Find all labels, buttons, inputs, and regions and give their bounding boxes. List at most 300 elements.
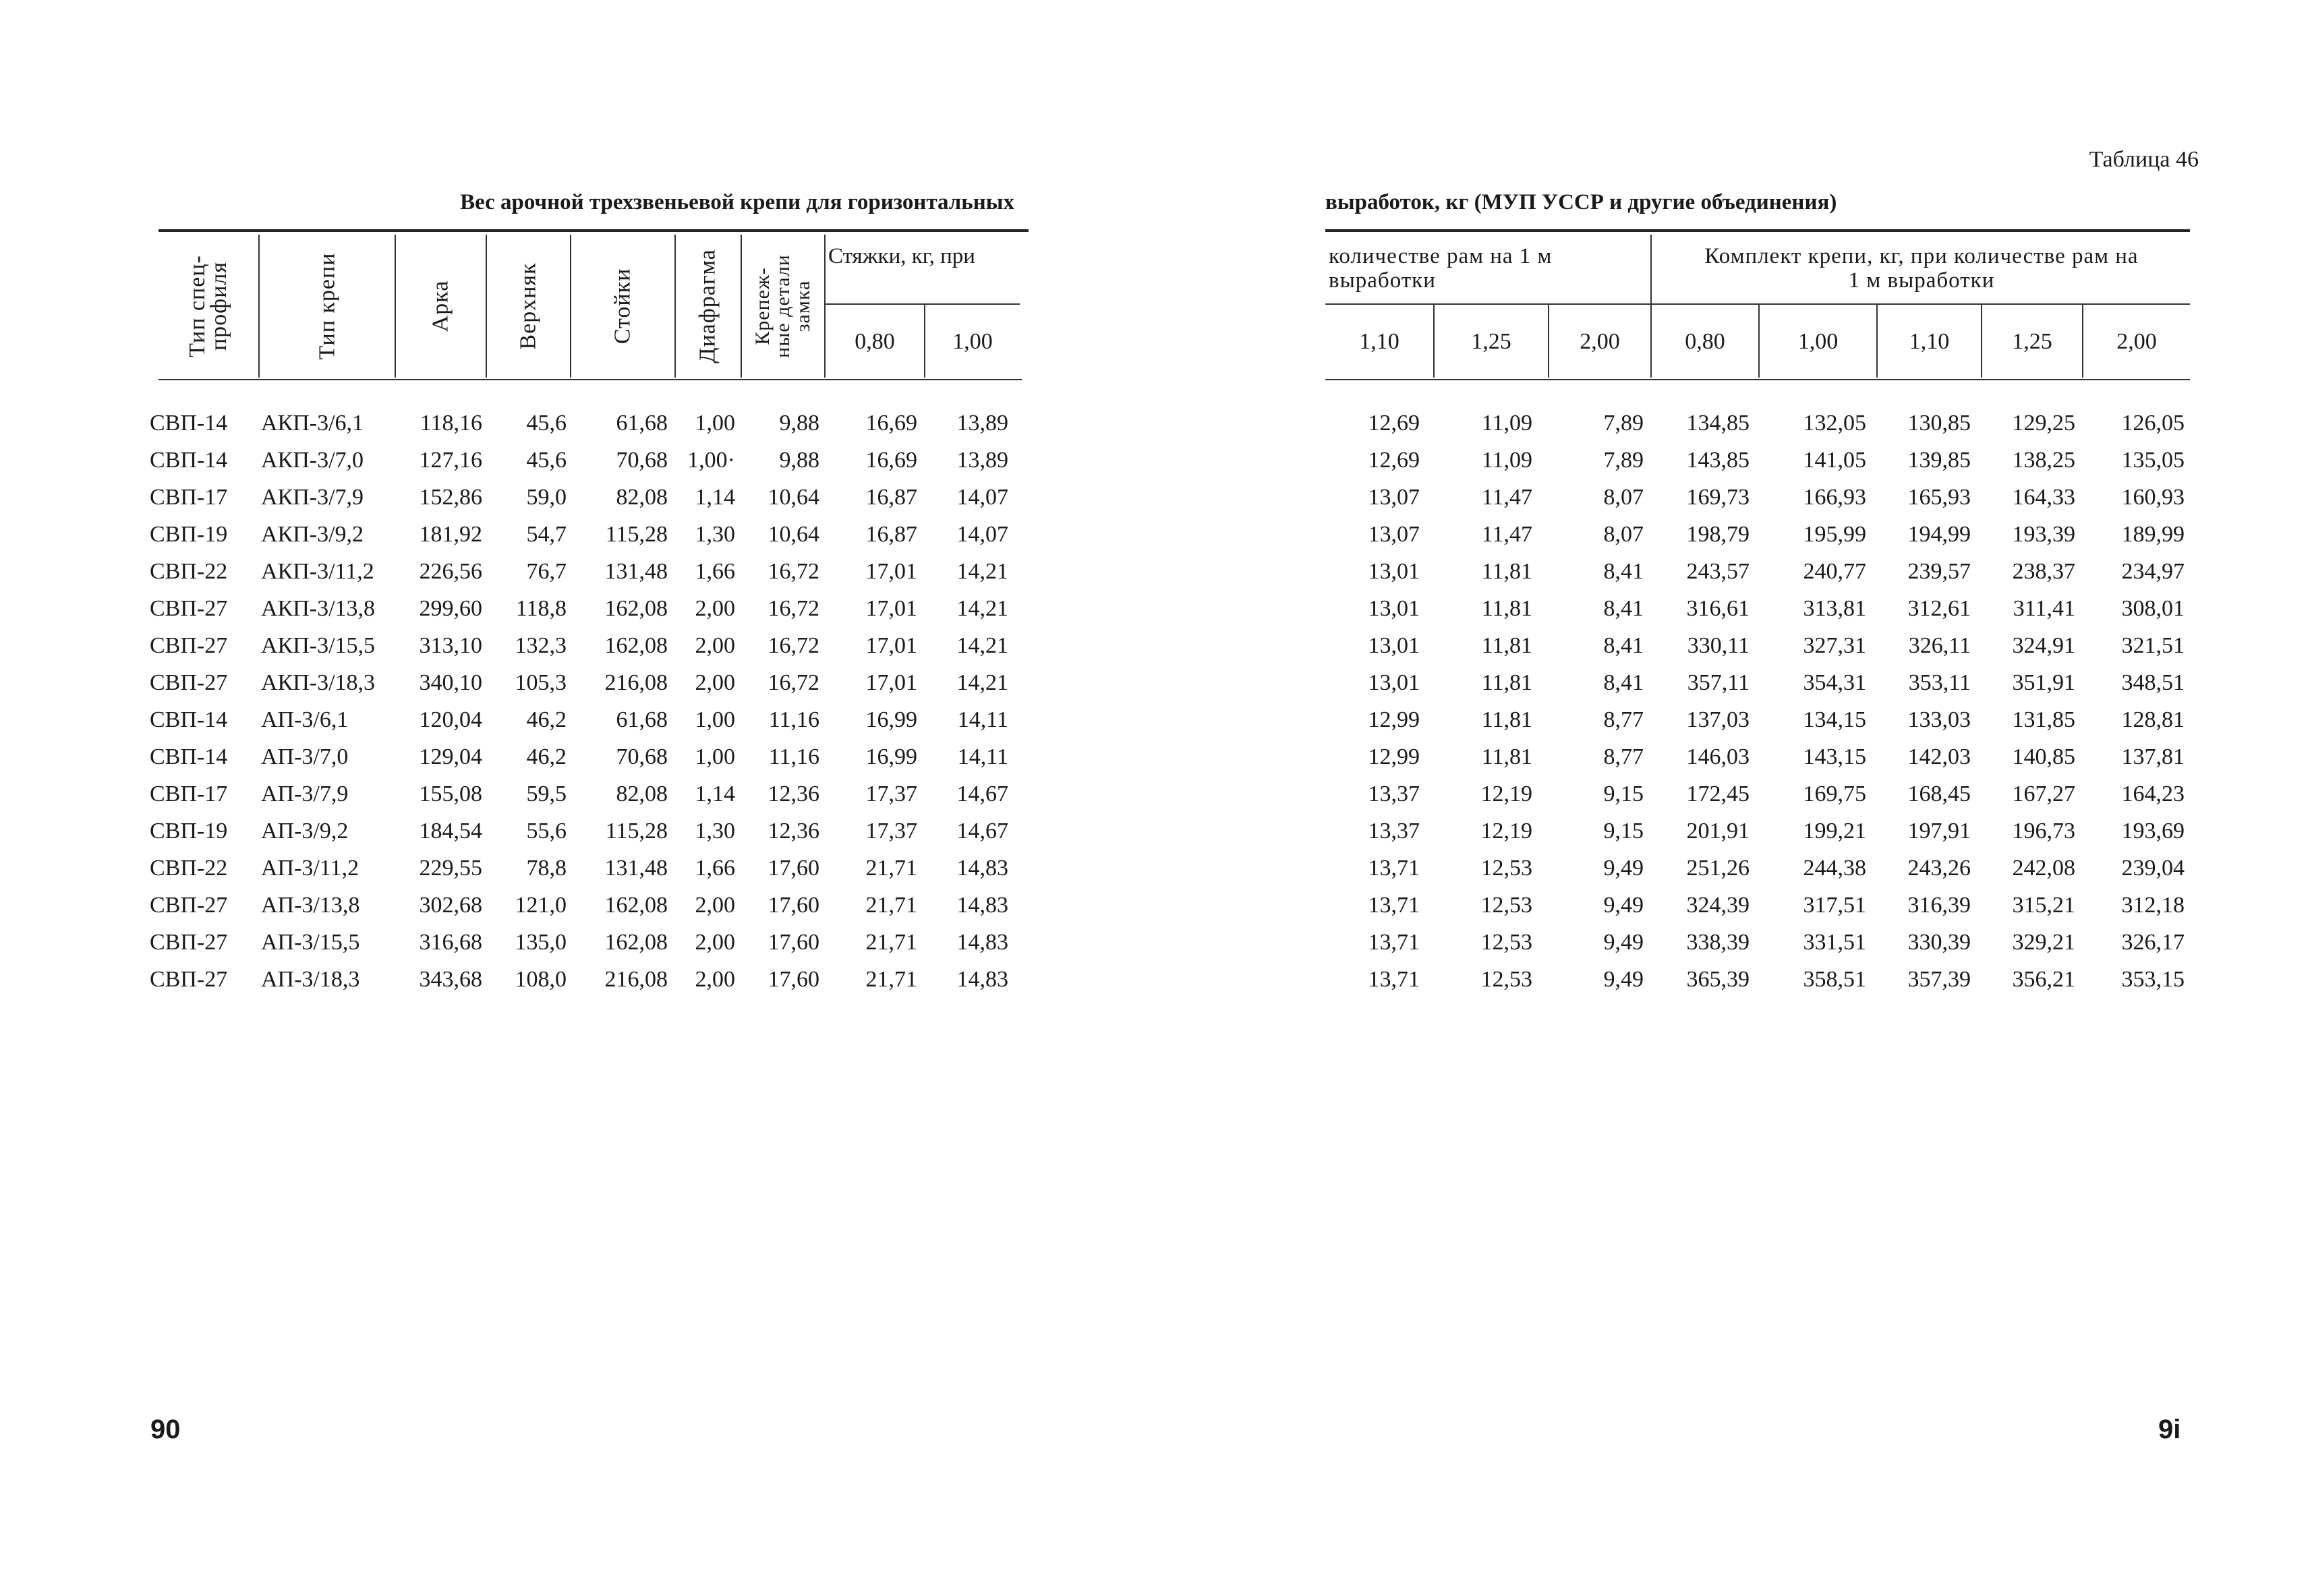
arch-cell: 316,68 — [419, 930, 482, 955]
table-row — [0, 479, 1155, 516]
subheader-set-1-25: 1,25 — [2012, 329, 2052, 354]
arch-cell: 129,04 — [419, 744, 482, 769]
fasteners-cell: 10,64 — [768, 485, 819, 510]
set-2-00-cell: 193,69 — [2121, 819, 2185, 844]
ties-2-00-cell: 8,41 — [1603, 633, 1644, 658]
profile-type-cell: СВП-22 — [150, 856, 228, 881]
set-1-10-cell: 357,39 — [1907, 967, 1971, 992]
profile-type-cell: СВП-14 — [150, 448, 228, 473]
set-2-00-cell: 135,05 — [2121, 448, 2185, 473]
ties-2-00-cell: 8,07 — [1603, 522, 1644, 547]
ties-1-10-cell: 13,01 — [1368, 670, 1420, 695]
table-row — [1155, 775, 2310, 812]
support-type-cell: АП-3/11,2 — [261, 856, 359, 881]
ties-1-00-cell: 14,67 — [956, 819, 1008, 844]
top-beam-cell: 59,0 — [526, 485, 567, 510]
table-row — [1155, 405, 2310, 442]
fasteners-cell: 16,72 — [768, 633, 819, 658]
fasteners-cell: 9,88 — [779, 448, 819, 473]
ties-2-00-cell: 9,49 — [1603, 893, 1644, 918]
ties-1-25-cell: 11,81 — [1481, 707, 1532, 732]
set-1-10-cell: 142,03 — [1907, 744, 1971, 769]
top-beam-cell: 45,6 — [526, 448, 567, 473]
arch-cell: 226,56 — [419, 559, 482, 584]
posts-cell: 162,08 — [604, 633, 668, 658]
ties-2-00-cell: 8,77 — [1603, 707, 1644, 732]
ties-1-00-cell: 14,07 — [956, 522, 1008, 547]
fasteners-cell: 16,72 — [768, 670, 819, 695]
profile-type-cell: СВП-27 — [150, 670, 228, 695]
profile-type-cell: СВП-17 — [150, 781, 228, 806]
set-1-10-cell: 130,85 — [1907, 411, 1971, 436]
ties-1-00-cell: 14,07 — [956, 485, 1008, 510]
set-1-00-cell: 132,05 — [1803, 411, 1866, 436]
profile-type-cell: СВП-27 — [150, 633, 228, 658]
top-beam-cell: 121,0 — [515, 893, 567, 918]
table-row — [1155, 887, 2310, 924]
top-beam-cell: 46,2 — [526, 707, 567, 732]
arch-cell: 152,86 — [419, 485, 482, 510]
set-0-80-cell: 169,73 — [1686, 485, 1750, 510]
ties-1-25-cell: 12,19 — [1480, 781, 1532, 806]
arch-cell: 181,92 — [419, 522, 482, 547]
set-0-80-cell: 198,79 — [1686, 522, 1750, 547]
posts-cell: 82,08 — [616, 781, 668, 806]
set-2-00-cell: 239,04 — [2121, 856, 2185, 881]
table-row — [0, 516, 1155, 553]
table-number: Таблица 46 — [2089, 147, 2199, 172]
support-type-cell: АП-3/6,1 — [261, 707, 349, 732]
fasteners-cell: 12,36 — [768, 781, 819, 806]
diaphragm-cell: 1,30 — [695, 819, 735, 844]
diaphragm-cell: 1,66 — [695, 856, 735, 881]
set-1-25-cell: 140,85 — [2012, 744, 2075, 769]
diaphragm-cell: 1,00 — [695, 744, 735, 769]
set-1-10-cell: 194,99 — [1907, 522, 1971, 547]
ties-1-10-cell: 12,69 — [1368, 411, 1420, 436]
ties-0-80-cell: 17,01 — [865, 596, 917, 621]
set-1-10-cell: 316,39 — [1907, 893, 1971, 918]
set-1-25-cell: 138,25 — [2012, 448, 2075, 473]
ties-2-00-cell: 9,49 — [1603, 856, 1644, 881]
table-row — [1155, 664, 2310, 701]
top-beam-cell: 105,3 — [515, 670, 567, 695]
table-caption-right: выработок, кг (МУП УССР и другие объединения) — [1325, 190, 1837, 214]
set-1-00-cell: 317,51 — [1803, 893, 1866, 918]
table-row — [1155, 627, 2310, 664]
subheader-set-1-00: 1,00 — [1797, 329, 1839, 354]
posts-cell: 115,28 — [605, 522, 668, 547]
arch-cell: 155,08 — [419, 781, 482, 806]
set-1-00-cell: 244,38 — [1803, 856, 1866, 881]
fasteners-cell: 17,60 — [768, 856, 819, 881]
page-number-left: 90 — [150, 1415, 181, 1444]
right-table-body — [1155, 405, 2310, 998]
set-2-00-cell: 128,81 — [2121, 707, 2185, 732]
subheader-ties-2-00: 2,00 — [1580, 329, 1620, 354]
subheader-ties-1-00: 1,00 — [952, 329, 993, 354]
posts-cell: 216,08 — [604, 967, 668, 992]
support-type-cell: АКП-3/11,2 — [261, 559, 374, 584]
set-0-80-cell: 330,11 — [1687, 633, 1750, 658]
support-type-cell: АП-3/13,8 — [261, 893, 360, 918]
set-1-00-cell: 358,51 — [1803, 967, 1866, 992]
set-1-10-cell: 353,11 — [1908, 670, 1971, 695]
support-type-cell: АКП-3/13,8 — [261, 596, 376, 621]
ties-0-80-cell: 17,37 — [865, 819, 917, 844]
arch-cell: 343,68 — [419, 967, 482, 992]
diaphragm-cell: 2,00 — [695, 596, 735, 621]
page-number-right: 9і — [2158, 1415, 2181, 1444]
table-row — [1155, 701, 2310, 738]
ties-1-00-cell: 13,89 — [956, 411, 1008, 436]
header-posts: Стойки — [610, 268, 635, 345]
fasteners-cell: 12,36 — [768, 819, 819, 844]
posts-cell: 61,68 — [616, 411, 668, 436]
left-table-body — [0, 405, 1155, 998]
set-1-25-cell: 238,37 — [2012, 559, 2075, 584]
profile-type-cell: СВП-17 — [150, 485, 228, 510]
diaphragm-cell: 1,00 — [695, 411, 735, 436]
support-type-cell: АП-3/7,0 — [261, 744, 349, 769]
posts-cell: 115,28 — [605, 819, 668, 844]
ties-0-80-cell: 17,01 — [865, 559, 917, 584]
set-1-25-cell: 356,21 — [2012, 967, 2075, 992]
table-row — [1155, 738, 2310, 775]
ties-1-00-cell: 13,89 — [956, 448, 1008, 473]
subheader-set-0-80: 0,80 — [1685, 329, 1725, 354]
posts-cell: 61,68 — [616, 707, 668, 732]
ties-2-00-cell: 8,41 — [1603, 559, 1644, 584]
ties-0-80-cell: 16,99 — [865, 707, 917, 732]
table-row — [0, 887, 1155, 924]
header-fasteners: Крепеж- ные детали замка — [751, 254, 814, 358]
profile-type-cell: СВП-19 — [150, 522, 228, 547]
set-1-00-cell: 134,15 — [1803, 707, 1866, 732]
set-1-25-cell: 193,39 — [2012, 522, 2075, 547]
posts-cell: 131,48 — [604, 559, 668, 584]
set-1-25-cell: 196,73 — [2012, 819, 2075, 844]
ties-0-80-cell: 16,69 — [865, 411, 917, 436]
arch-cell: 299,60 — [419, 596, 482, 621]
set-0-80-cell: 338,39 — [1686, 930, 1750, 955]
set-1-25-cell: 324,91 — [2012, 633, 2075, 658]
support-type-cell: АП-3/15,5 — [261, 930, 360, 955]
fasteners-cell: 10,64 — [768, 522, 819, 547]
ties-1-00-cell: 14,21 — [956, 559, 1008, 584]
fasteners-cell: 16,72 — [768, 559, 819, 584]
set-1-00-cell: 199,21 — [1803, 819, 1866, 844]
diaphragm-cell: 2,00 — [695, 670, 735, 695]
ties-1-10-cell: 13,01 — [1368, 559, 1420, 584]
set-1-10-cell: 165,93 — [1907, 485, 1971, 510]
diaphragm-cell: 1,14 — [695, 781, 735, 806]
ties-1-25-cell: 12,53 — [1480, 930, 1532, 955]
set-2-00-cell: 321,51 — [2121, 633, 2185, 658]
ties-1-25-cell: 11,81 — [1481, 670, 1532, 695]
set-0-80-cell: 357,11 — [1687, 670, 1750, 695]
posts-cell: 70,68 — [616, 744, 668, 769]
ties-1-00-cell: 14,11 — [957, 707, 1008, 732]
ties-2-00-cell: 8,41 — [1603, 670, 1644, 695]
ties-0-80-cell: 17,01 — [865, 670, 917, 695]
header-arch: Арка — [428, 280, 453, 332]
set-1-25-cell: 167,27 — [2012, 781, 2075, 806]
set-2-00-cell: 234,97 — [2121, 559, 2185, 584]
top-beam-cell: 78,8 — [526, 856, 567, 881]
fasteners-cell: 16,72 — [768, 596, 819, 621]
ties-1-10-cell: 13,37 — [1368, 781, 1420, 806]
ties-1-00-cell: 14,83 — [956, 967, 1008, 992]
profile-type-cell: СВП-27 — [150, 596, 228, 621]
ties-0-80-cell: 21,71 — [865, 967, 917, 992]
diaphragm-cell: 2,00 — [695, 893, 735, 918]
set-1-25-cell: 129,25 — [2012, 411, 2075, 436]
fasteners-cell: 17,60 — [768, 967, 819, 992]
table-header-bottom-rule — [1325, 379, 2190, 380]
set-1-00-cell: 195,99 — [1803, 522, 1866, 547]
ties-1-00-cell: 14,83 — [956, 893, 1008, 918]
table-row — [0, 738, 1155, 775]
set-2-00-cell: 353,15 — [2121, 967, 2185, 992]
header-ties: Стяжки, кг, при — [828, 244, 975, 268]
set-2-00-cell: 308,01 — [2121, 596, 2185, 621]
set-0-80-cell: 365,39 — [1686, 967, 1750, 992]
arch-cell: 229,55 — [419, 856, 482, 881]
top-beam-cell: 108,0 — [515, 967, 567, 992]
ties-1-00-cell: 14,11 — [957, 744, 1008, 769]
set-1-10-cell: 312,61 — [1907, 596, 1971, 621]
set-2-00-cell: 312,18 — [2121, 893, 2185, 918]
support-type-cell: АКП-3/9,2 — [261, 522, 364, 547]
right-page — [1155, 0, 2310, 1596]
header-support-set: Комплект крепи, кг, при количестве рам на 1 м выработки — [1704, 244, 2139, 293]
ties-2-00-cell: 7,89 — [1603, 411, 1644, 436]
header-support-type: Тип крепи — [314, 252, 339, 360]
set-1-10-cell: 168,45 — [1907, 781, 1971, 806]
diaphragm-cell: 2,00 — [695, 633, 735, 658]
ties-0-80-cell: 17,37 — [865, 781, 917, 806]
table-row — [0, 590, 1155, 627]
posts-cell: 70,68 — [616, 448, 668, 473]
set-1-10-cell: 326,11 — [1908, 633, 1971, 658]
profile-type-cell: СВП-27 — [150, 893, 228, 918]
set-1-25-cell: 131,85 — [2012, 707, 2075, 732]
ties-1-25-cell: 11,81 — [1481, 596, 1532, 621]
ties-2-00-cell: 8,41 — [1603, 596, 1644, 621]
ties-1-25-cell: 11,09 — [1481, 448, 1532, 473]
set-1-25-cell: 329,21 — [2012, 930, 2075, 955]
ties-0-80-cell: 17,01 — [865, 633, 917, 658]
ties-1-25-cell: 11,47 — [1481, 485, 1532, 510]
set-1-10-cell: 133,03 — [1907, 707, 1971, 732]
ties-2-00-cell: 9,49 — [1603, 930, 1644, 955]
ties-2-00-cell: 9,15 — [1603, 781, 1644, 806]
posts-cell: 162,08 — [604, 596, 668, 621]
posts-cell: 216,08 — [604, 670, 668, 695]
diaphragm-cell: 2,00 — [695, 930, 735, 955]
arch-cell: 118,16 — [420, 411, 482, 436]
top-beam-cell: 132,3 — [515, 633, 567, 658]
diaphragm-cell: 1,14 — [695, 485, 735, 510]
set-1-00-cell: 143,15 — [1803, 744, 1866, 769]
diaphragm-cell: 1,66 — [695, 559, 735, 584]
set-0-80-cell: 316,61 — [1686, 596, 1750, 621]
ties-0-80-cell: 16,69 — [865, 448, 917, 473]
diaphragm-cell: 1,00· — [687, 448, 735, 473]
profile-type-cell: СВП-14 — [150, 744, 228, 769]
ties-2-00-cell: 8,07 — [1603, 485, 1644, 510]
ties-0-80-cell: 21,71 — [865, 893, 917, 918]
ties-1-10-cell: 13,71 — [1368, 893, 1420, 918]
posts-cell: 82,08 — [616, 485, 668, 510]
ties-2-00-cell: 9,49 — [1603, 967, 1644, 992]
table-row — [1155, 516, 2310, 553]
ties-1-00-cell: 14,83 — [956, 856, 1008, 881]
set-0-80-cell: 251,26 — [1686, 856, 1750, 881]
diaphragm-cell: 1,00 — [695, 707, 735, 732]
set-1-25-cell: 242,08 — [2012, 856, 2075, 881]
table-row — [1155, 924, 2310, 961]
arch-cell: 120,04 — [419, 707, 482, 732]
table-row — [0, 961, 1155, 998]
top-beam-cell: 54,7 — [526, 522, 567, 547]
top-beam-cell: 55,6 — [526, 819, 567, 844]
support-type-cell: АП-3/9,2 — [261, 819, 349, 844]
subheader-ties-1-10: 1,10 — [1359, 329, 1399, 354]
subheader-rule — [1650, 303, 2190, 305]
arch-cell: 340,10 — [419, 670, 482, 695]
table-top-rule — [158, 229, 1029, 232]
ties-2-00-cell: 7,89 — [1603, 448, 1644, 473]
table-row — [0, 664, 1155, 701]
set-1-10-cell: 243,26 — [1907, 856, 1971, 881]
profile-type-cell: СВП-19 — [150, 819, 228, 844]
header-diaphragm: Диафрагма — [695, 249, 721, 363]
table-row — [1155, 850, 2310, 887]
fasteners-cell: 17,60 — [768, 930, 819, 955]
ties-0-80-cell: 16,99 — [865, 744, 917, 769]
set-0-80-cell: 172,45 — [1686, 781, 1750, 806]
top-beam-cell: 118,8 — [515, 596, 567, 621]
ties-1-10-cell: 13,71 — [1368, 856, 1420, 881]
set-1-00-cell: 354,31 — [1803, 670, 1866, 695]
table-row — [1155, 812, 2310, 850]
top-beam-cell: 59,5 — [526, 781, 567, 806]
ties-2-00-cell: 9,15 — [1603, 819, 1644, 844]
ties-1-00-cell: 14,21 — [956, 670, 1008, 695]
table-row — [1155, 961, 2310, 998]
table-row — [0, 775, 1155, 812]
table-row — [1155, 442, 2310, 479]
top-beam-cell: 76,7 — [526, 559, 567, 584]
ties-0-80-cell: 21,71 — [865, 856, 917, 881]
table-row — [0, 553, 1155, 590]
ties-1-00-cell: 14,21 — [956, 596, 1008, 621]
top-beam-cell: 46,2 — [526, 744, 567, 769]
posts-cell: 162,08 — [604, 930, 668, 955]
set-0-80-cell: 243,57 — [1686, 559, 1750, 584]
set-1-25-cell: 164,33 — [2012, 485, 2075, 510]
ties-1-10-cell: 12,99 — [1368, 744, 1420, 769]
set-2-00-cell: 160,93 — [2121, 485, 2185, 510]
set-2-00-cell: 348,51 — [2121, 670, 2185, 695]
ties-1-10-cell: 13,37 — [1368, 819, 1420, 844]
diaphragm-cell: 1,30 — [695, 522, 735, 547]
ties-1-10-cell: 13,07 — [1368, 485, 1420, 510]
ties-1-10-cell: 13,01 — [1368, 596, 1420, 621]
subheader-rule — [1325, 303, 1650, 305]
ties-2-00-cell: 8,77 — [1603, 744, 1644, 769]
profile-type-cell: СВП-14 — [150, 411, 228, 436]
table-row — [0, 924, 1155, 961]
header-ties-continued: количестве рам на 1 м выработки — [1329, 244, 1553, 293]
set-1-00-cell: 240,77 — [1803, 559, 1866, 584]
support-type-cell: АП-3/7,9 — [261, 781, 349, 806]
ties-0-80-cell: 16,87 — [865, 522, 917, 547]
profile-type-cell: СВП-27 — [150, 967, 228, 992]
support-type-cell: АКП-3/15,5 — [261, 633, 376, 658]
set-2-00-cell: 137,81 — [2121, 744, 2185, 769]
support-type-cell: АКП-3/7,0 — [261, 448, 364, 473]
ties-1-25-cell: 12,53 — [1480, 967, 1532, 992]
set-2-00-cell: 164,23 — [2121, 781, 2185, 806]
set-1-00-cell: 327,31 — [1803, 633, 1866, 658]
set-1-25-cell: 351,91 — [2012, 670, 2075, 695]
set-0-80-cell: 143,85 — [1686, 448, 1750, 473]
posts-cell: 131,48 — [604, 856, 668, 881]
subheader-ties-0-80: 0,80 — [855, 329, 895, 354]
support-type-cell: АКП-3/6,1 — [261, 411, 364, 436]
arch-cell: 127,16 — [419, 448, 482, 473]
subheader-set-1-10: 1,10 — [1909, 329, 1950, 354]
set-1-10-cell: 330,39 — [1907, 930, 1971, 955]
set-0-80-cell: 146,03 — [1686, 744, 1750, 769]
profile-type-cell: СВП-14 — [150, 707, 228, 732]
fasteners-cell: 9,88 — [779, 411, 819, 436]
set-1-00-cell: 331,51 — [1803, 930, 1866, 955]
subheader-rule — [824, 303, 1020, 305]
set-0-80-cell: 201,91 — [1686, 819, 1750, 844]
table-row — [1155, 590, 2310, 627]
set-1-10-cell: 239,57 — [1907, 559, 1971, 584]
ties-1-25-cell: 12,53 — [1480, 856, 1532, 881]
set-1-00-cell: 313,81 — [1803, 596, 1866, 621]
ties-1-10-cell: 13,71 — [1368, 967, 1420, 992]
ties-1-10-cell: 13,07 — [1368, 522, 1420, 547]
ties-1-10-cell: 12,99 — [1368, 707, 1420, 732]
table-caption-left: Вес арочной трехзвеньевой крепи для горизонтальных — [460, 190, 1014, 214]
set-0-80-cell: 137,03 — [1686, 707, 1750, 732]
set-1-00-cell: 166,93 — [1803, 485, 1866, 510]
ties-1-00-cell: 14,67 — [956, 781, 1008, 806]
profile-type-cell: СВП-27 — [150, 930, 228, 955]
table-row — [0, 442, 1155, 479]
ties-1-00-cell: 14,21 — [956, 633, 1008, 658]
set-2-00-cell: 189,99 — [2121, 522, 2185, 547]
subheader-set-2-00: 2,00 — [2116, 329, 2157, 354]
ties-1-25-cell: 11,81 — [1481, 744, 1532, 769]
table-row — [0, 850, 1155, 887]
ties-1-00-cell: 14,83 — [956, 930, 1008, 955]
top-beam-cell: 45,6 — [526, 411, 567, 436]
set-2-00-cell: 126,05 — [2121, 411, 2185, 436]
table-row — [0, 627, 1155, 664]
ties-1-10-cell: 13,01 — [1368, 633, 1420, 658]
set-2-00-cell: 326,17 — [2121, 930, 2185, 955]
fasteners-cell: 11,16 — [768, 744, 819, 769]
header-top-beam: Верхняк — [515, 262, 541, 350]
